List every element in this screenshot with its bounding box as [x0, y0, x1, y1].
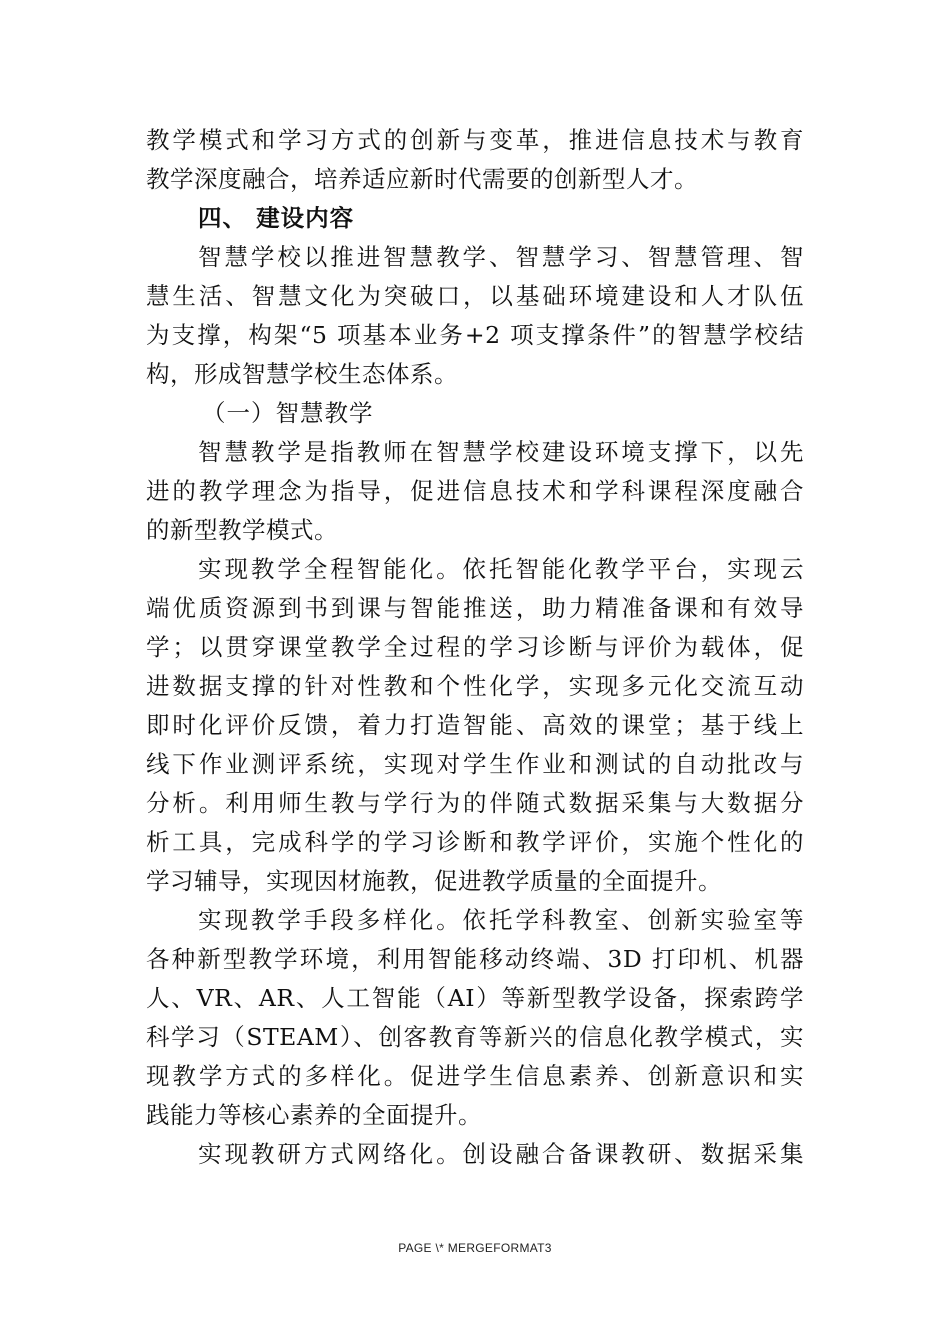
paragraph-line: 科学习（STEAM）、创客教育等新兴的信息化教学模式，实: [146, 1023, 804, 1051]
paragraph-line: 分析。利用师生教与学行为的伴随式数据采集与大数据分: [146, 789, 804, 817]
paragraph-line: 析工具，完成科学的学习诊断和教学评价，实施个性化的: [146, 828, 804, 856]
paragraph-line: 为支撑，构架“5 项基本业务+2 项支撑条件”的智慧学校结: [146, 321, 804, 349]
paragraph-line: 端优质资源到书到课与智能推送，助力精准备课和有效导: [146, 594, 804, 622]
paragraph-line: 实现教学全程智能化。依托智能化教学平台，实现云: [198, 555, 804, 583]
paragraph-line: 智慧学校以推进智慧教学、智慧学习、智慧管理、智: [198, 243, 804, 271]
paragraph-line: 教学模式和学习方式的创新与变革，推进信息技术与教育: [146, 126, 804, 154]
paragraph-line: 学；以贯穿课堂教学全过程的学习诊断与评价为载体，促: [146, 633, 804, 661]
paragraph-line: 的新型教学模式。: [146, 516, 338, 544]
paragraph-line: 践能力等核心素养的全面提升。: [146, 1101, 482, 1129]
paragraph-line: 实现教研方式网络化。创设融合备课教研、数据采集: [198, 1140, 804, 1168]
paragraph-line: 现教学方式的多样化。促进学生信息素养、创新意识和实: [146, 1062, 804, 1090]
paragraph-line: 即时化评价反馈，着力打造智能、高效的课堂；基于线上: [146, 711, 804, 739]
paragraph-line: 进数据支撑的针对性教和个性化学，实现多元化交流互动: [146, 672, 804, 700]
paragraph-line: 学习辅导，实现因材施教，促进教学质量的全面提升。: [146, 867, 722, 895]
paragraph-line: 人、VR、AR、人工智能（AI）等新型教学设备，探索跨学: [146, 984, 804, 1012]
paragraph-line: 各种新型教学环境，利用智能移动终端、3D 打印机、机器: [146, 945, 804, 973]
section-heading: 四、 建设内容: [198, 204, 355, 232]
subsection-heading: （一）智慧教学: [202, 399, 374, 427]
paragraph-line: 智慧教学是指教师在智慧学校建设环境支撑下，以先: [198, 438, 804, 466]
paragraph-line: 进的教学理念为指导，促进信息技术和学科课程深度融合: [146, 477, 804, 505]
paragraph-line: 线下作业测评系统，实现对学生作业和测试的自动批改与: [146, 750, 804, 778]
paragraph-line: 实现教学手段多样化。依托学科教室、创新实验室等: [198, 906, 804, 934]
paragraph-line: 慧生活、智慧文化为突破口，以基础环境建设和人才队伍: [146, 282, 804, 310]
paragraph-line: 构，形成智慧学校生态体系。: [146, 360, 458, 388]
page-footer: PAGE \* MERGEFORMAT3: [398, 1241, 552, 1255]
document-body: [146, 121, 804, 1174]
paragraph-line: 教学深度融合，培养适应新时代需要的创新型人才。: [146, 165, 698, 193]
